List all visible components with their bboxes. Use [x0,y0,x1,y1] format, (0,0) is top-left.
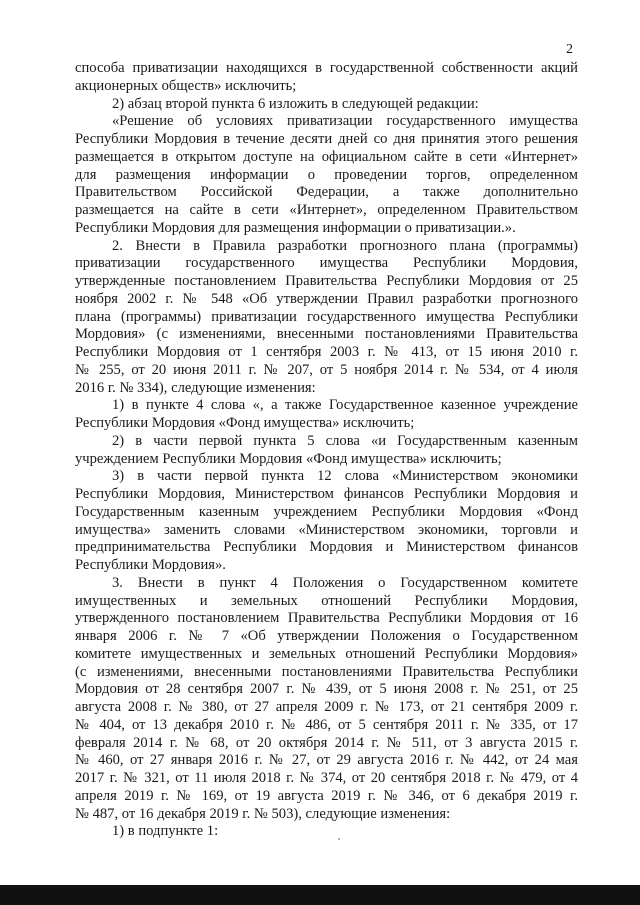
text-line: августа 2008 г. № 380, от 27 апреля 2009 г. № 173, от 21 сентября 2009 г. [75,699,578,715]
text-line: приватизации государственного имущества Республики Мордовия, [75,255,578,272]
text-line: Республики Мордовия, Министерством финансов Республики Мордовия и [75,486,578,502]
text-line: 3. Внести в пункт 4 Положения о Государственном комитете [112,574,578,591]
text-line: комитете имущественных и земельных отношений Республики Мордовия» [75,645,578,662]
text-line: Мордовия» (с изменениями, внесенными постановлениями Правительства [75,326,578,343]
text-line: № 404, от 13 декабря 2010 г. № 486, от 5 сентября 2011 г. № 335, от 17 [75,716,578,733]
text-line: акционерных обществ» исключить; [75,77,297,94]
text-line: ноября 2002 г. № 548 «Об утверждении Правил разработки прогнозного [75,290,578,307]
text-line: 1) в пункте 4 слова «, а также Государственное казенное учреждение [112,397,578,414]
text-line: учреждением Республики Мордовия «Фонд имущества» исключить; [75,450,502,467]
text-line: Мордовия от 28 сентября 2007 г. № 439, от 5 июня 2008 г. № 251, от 25 [75,681,578,698]
text-line: Правительством Российской Федерации, а также дополнительно [75,184,578,201]
text-line: 2) в части первой пункта 5 слова «и Государственным казенным [112,432,578,449]
text-line: № 487, от 16 декабря 2019 г. № 503), следующие изменения: [75,805,451,822]
text-line: апреля 2019 г. № 169, от 19 августа 2019 г. № 346, от 6 декабря 2019 г. [75,787,578,804]
text-line: для размещения информации о проведении торгов, определенном [75,166,578,183]
scan-artifact [338,838,340,840]
text-line: февраля 2014 г. № 68, от 20 октября 2014 г. № 511, от 3 августа 2015 г. [75,734,578,751]
page-number: 2 [566,42,573,57]
text-line: имущественных и земельных отношений Республики Мордовия, [75,592,578,609]
text-line: размещается на сайте в сети «Интернет», определенном Правительством [75,202,578,218]
text-line: 2. Внести в Правила разработки прогнозного плана (программы) [112,237,578,254]
text-line: января 2006 г. № 7 «Об утверждении Положения о Государственном [75,628,578,644]
text-line: Республики Мордовия «Фонд имущества» исключить; [75,415,415,431]
text-line: 2017 г. № 321, от 11 июля 2018 г. № 374, от 20 сентября 2018 г. № 479, от 4 [75,770,578,786]
text-line: 1) в подпункте 1: [112,823,219,840]
text-line: способа приватизации находящихся в государственной собственности акций [75,60,578,76]
text-line: Государственным казенным учреждением Республики Мордовия «Фонд [75,503,578,520]
text-line: утвержденного постановлением Правительства Республики Мордовия от 16 [75,610,578,627]
text-line: имущества» заменить словами «Министерством экономики, торговли и [75,521,578,538]
text-line: 2016 г. № 334), следующие изменения: [75,379,316,396]
text-line: № 460, от 27 января 2016 г. № 27, от 29 августа 2016 г. № 442, от 24 мая [75,752,578,769]
text-line: предпринимательства Республики Мордовия и Министерством финансов [75,539,578,556]
text-line: размещается в открытом доступе на официальном сайте в сети «Интернет» [75,148,578,165]
scan-edge-bar [0,885,640,905]
text-line: № 255, от 20 июня 2011 г. № 207, от 5 ноября 2014 г. № 534, от 4 июля [75,361,578,378]
text-line: 2) абзац второй пункта 6 изложить в следующей редакции: [112,95,479,112]
text-line: Республики Мордовия в течение десяти дней со дня принятия этого решения [75,131,578,147]
text-line: 3) в части первой пункта 12 слова «Министерством экономики [112,468,578,485]
text-line: утвержденные постановлением Правительства Республики Мордовия от 25 [75,273,578,289]
text-line: Республики Мордовия». [75,557,226,573]
text-line: плана (программы) приватизации государственного имущества Республики [75,308,578,325]
text-line: Республики Мордовия от 1 сентября 2003 г. № 413, от 15 июня 2010 г. [75,344,578,360]
text-line: Республики Мордовия для размещения информации о приватизации.». [75,219,516,236]
text-line: «Решение об условиях приватизации государственного имущества [112,113,578,130]
text-line: (с изменениями, внесенными постановлениями Правительства Республики [75,663,578,680]
